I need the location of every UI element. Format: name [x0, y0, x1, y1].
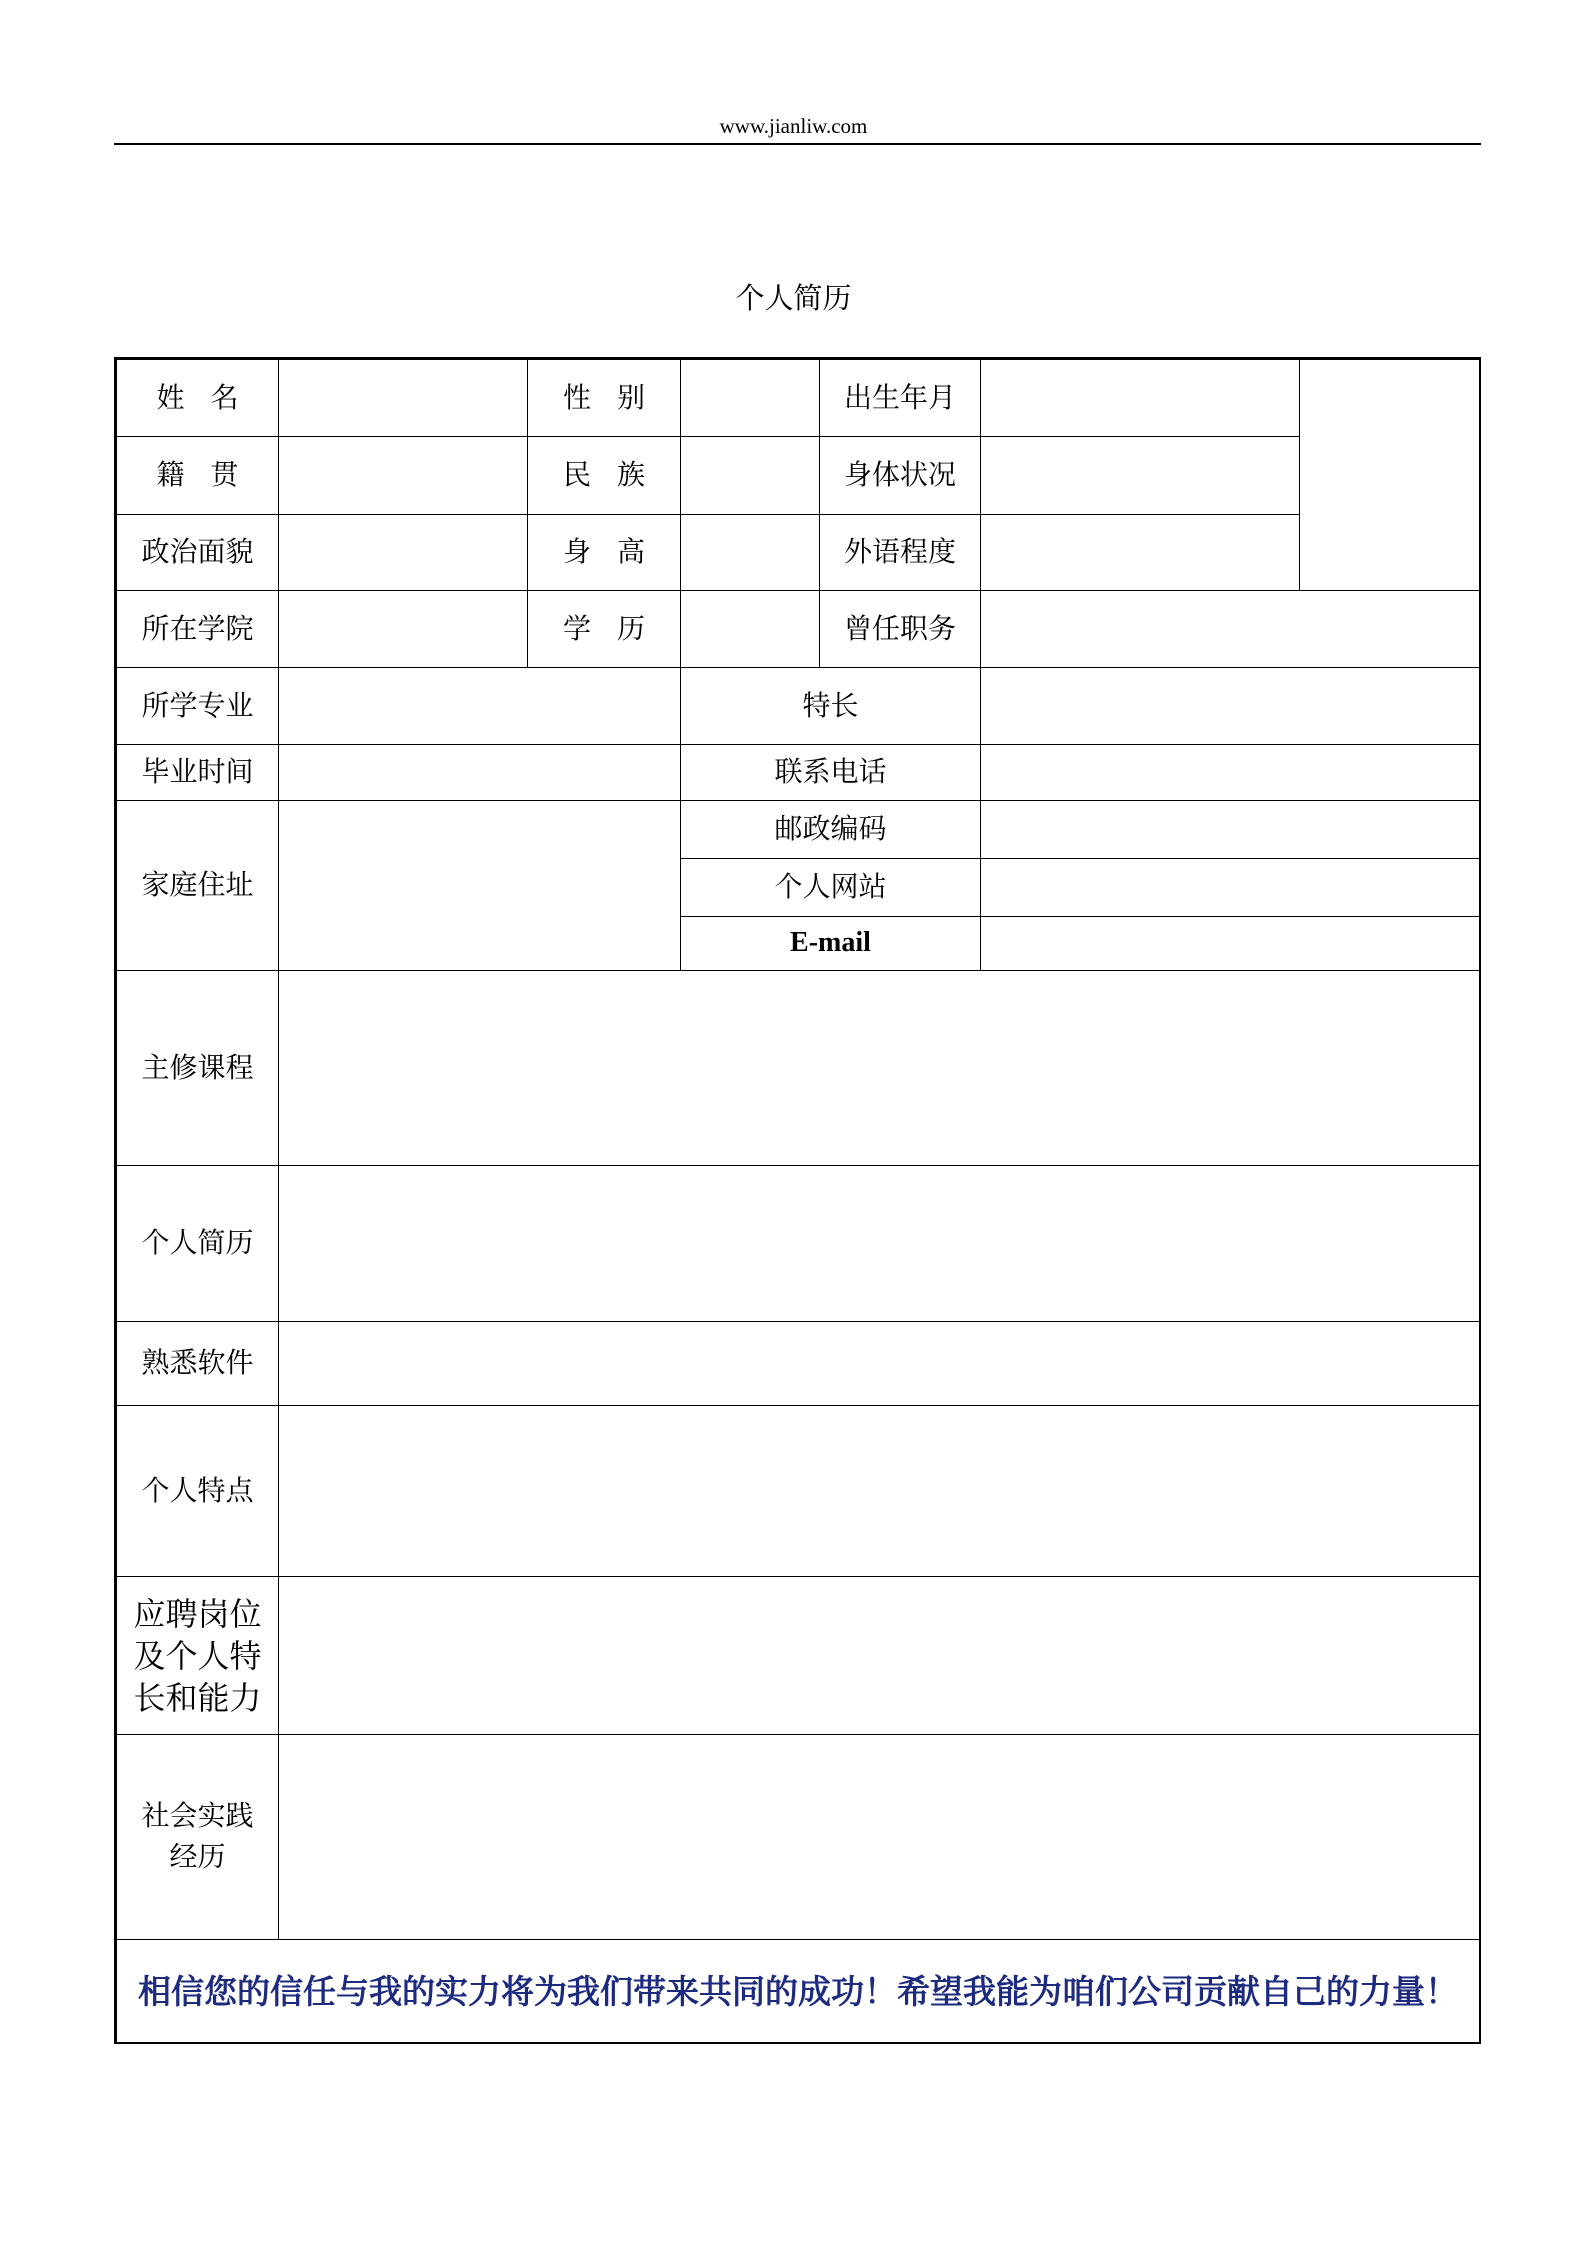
label-gender: 性别: [528, 360, 681, 437]
page-title: 个人简历: [735, 281, 852, 315]
label-foreign-language: 外语程度: [820, 515, 981, 591]
label-position-line3: 长和能力: [133, 1678, 262, 1717]
table-row: [117, 668, 1480, 745]
value-foreign-language[interactable]: [981, 515, 1300, 591]
value-name[interactable]: [279, 360, 528, 437]
label-postal-code: 邮政编码: [681, 801, 981, 859]
label-practice-line1: 社会实践: [141, 1799, 254, 1833]
header-rule: [114, 143, 1481, 145]
table-row: [117, 801, 1480, 859]
table-row: [117, 971, 1480, 1166]
value-education[interactable]: [681, 591, 820, 668]
value-practice[interactable]: [279, 1735, 1480, 1940]
table-row: [117, 360, 1480, 437]
table-row: [117, 745, 1480, 801]
label-position: [117, 1577, 279, 1735]
value-height[interactable]: [681, 515, 820, 591]
label-position-line2: 及个人特: [133, 1636, 262, 1675]
value-specialty[interactable]: [981, 668, 1480, 745]
resume-table: [116, 359, 1480, 2044]
label-health: 身体状况: [820, 437, 981, 515]
label-name: 姓名: [117, 360, 279, 437]
photo-area[interactable]: [1300, 360, 1480, 591]
label-email: E-mail: [681, 917, 981, 971]
value-resume[interactable]: [279, 1166, 1480, 1322]
label-traits: 个人特点: [117, 1406, 279, 1577]
label-home-address: 家庭住址: [117, 801, 279, 971]
label-education: 学历: [528, 591, 681, 668]
table-row: [117, 1322, 1480, 1406]
value-website[interactable]: [981, 859, 1480, 917]
value-home-address[interactable]: [279, 801, 681, 971]
closing-statement: 相信您的信任与我的实力将为我们带来共同的成功！希望我能为咱们公司贡献自己的力量！: [117, 1940, 1480, 2044]
table-row: [117, 1940, 1480, 2044]
value-main-courses[interactable]: [279, 971, 1480, 1166]
value-email[interactable]: [981, 917, 1480, 971]
value-health[interactable]: [981, 437, 1300, 515]
value-political-status[interactable]: [279, 515, 528, 591]
label-native-place: 籍贯: [117, 437, 279, 515]
table-row: [117, 1577, 1480, 1735]
table-row: [117, 1166, 1480, 1322]
label-birth: 出生年月: [820, 360, 981, 437]
label-major: 所学专业: [117, 668, 279, 745]
value-graduation-time[interactable]: [279, 745, 681, 801]
label-former-position: 曾任职务: [820, 591, 981, 668]
label-college: 所在学院: [117, 591, 279, 668]
label-position-line1: 应聘岗位: [133, 1594, 262, 1633]
value-position[interactable]: [279, 1577, 1480, 1735]
value-former-position[interactable]: [981, 591, 1480, 668]
table-row: [117, 437, 1480, 515]
value-postal-code[interactable]: [981, 801, 1480, 859]
label-software: 熟悉软件: [117, 1322, 279, 1406]
value-college[interactable]: [279, 591, 528, 668]
value-gender[interactable]: [681, 360, 820, 437]
table-row: [117, 1406, 1480, 1577]
label-practice: [117, 1735, 279, 1940]
label-graduation-time: 毕业时间: [117, 745, 279, 801]
value-traits[interactable]: [279, 1406, 1480, 1577]
label-height: 身高: [528, 515, 681, 591]
value-software[interactable]: [279, 1322, 1480, 1406]
value-major[interactable]: [279, 668, 681, 745]
label-phone: 联系电话: [681, 745, 981, 801]
site-url: www.jianliw.com: [719, 114, 868, 138]
label-specialty: 特长: [681, 668, 981, 745]
label-ethnicity: 民族: [528, 437, 681, 515]
label-political-status: 政治面貌: [117, 515, 279, 591]
label-resume: 个人简历: [117, 1166, 279, 1322]
label-website: 个人网站: [681, 859, 981, 917]
table-row: [117, 515, 1480, 591]
table-row: [117, 591, 1480, 668]
table-row: [117, 1735, 1480, 1940]
label-main-courses: 主修课程: [117, 971, 279, 1166]
value-birth[interactable]: [981, 360, 1300, 437]
value-phone[interactable]: [981, 745, 1480, 801]
label-practice-line2: 经历: [169, 1840, 226, 1873]
value-native-place[interactable]: [279, 437, 528, 515]
value-ethnicity[interactable]: [681, 437, 820, 515]
